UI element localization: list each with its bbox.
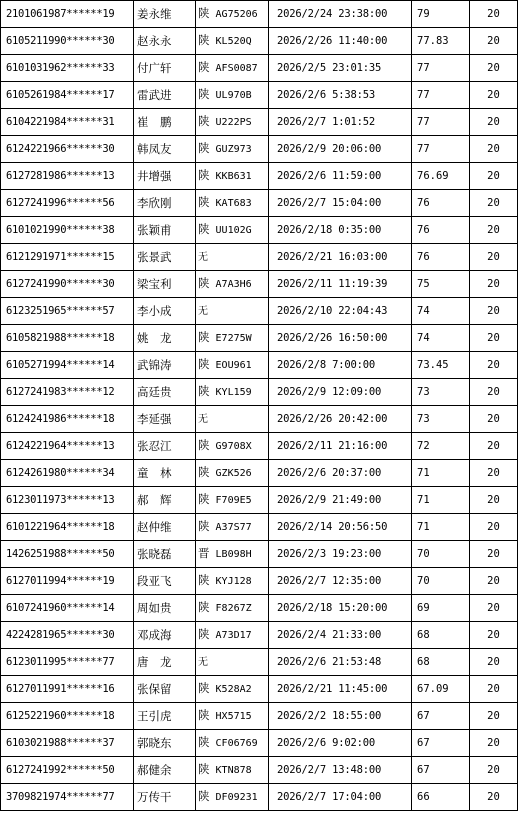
score-cell: 71 bbox=[412, 487, 470, 514]
table-row bbox=[1, 28, 518, 55]
table-row bbox=[1, 757, 518, 784]
id-number-cell: 6124221966******30 bbox=[1, 136, 134, 163]
score-cell: 73 bbox=[412, 379, 470, 406]
points-cell: 20 bbox=[470, 406, 518, 433]
plate-cell bbox=[196, 622, 269, 649]
table-row bbox=[1, 541, 518, 568]
score-cell: 67 bbox=[412, 703, 470, 730]
plate-cell bbox=[196, 190, 269, 217]
points-cell: 20 bbox=[470, 217, 518, 244]
plate-cell bbox=[196, 109, 269, 136]
table-row bbox=[1, 784, 518, 811]
plate-cell bbox=[196, 352, 269, 379]
plate-province: 陕 bbox=[198, 465, 210, 479]
plate-cell bbox=[196, 433, 269, 460]
plate-province: 陕 bbox=[198, 222, 210, 236]
table-row bbox=[1, 298, 518, 325]
plate-number: 无 bbox=[198, 252, 208, 263]
plate-province: 陕 bbox=[198, 60, 210, 74]
time-cell: 2026/2/2 18:55:00 bbox=[269, 703, 412, 730]
points-cell: 20 bbox=[470, 271, 518, 298]
time-cell: 2026/2/3 19:23:00 bbox=[269, 541, 412, 568]
plate-province: 陕 bbox=[198, 357, 210, 371]
time-cell: 2026/2/7 12:35:00 bbox=[269, 568, 412, 595]
plate-province: 陕 bbox=[198, 114, 210, 128]
id-number-cell: 6127011994******19 bbox=[1, 568, 134, 595]
plate-number: KYJ128 bbox=[215, 576, 252, 587]
table-row bbox=[1, 487, 518, 514]
score-cell: 74 bbox=[412, 298, 470, 325]
table-row bbox=[1, 82, 518, 109]
points-cell: 20 bbox=[470, 163, 518, 190]
score-cell: 74 bbox=[412, 325, 470, 352]
time-cell: 2026/2/21 11:45:00 bbox=[269, 676, 412, 703]
plate-cell bbox=[196, 1, 269, 28]
id-number-cell: 6127241990******30 bbox=[1, 271, 134, 298]
score-cell: 71 bbox=[412, 514, 470, 541]
plate-province: 陕 bbox=[198, 627, 210, 641]
score-cell: 77 bbox=[412, 55, 470, 82]
name-cell: 张保留 bbox=[134, 676, 196, 703]
score-cell: 69 bbox=[412, 595, 470, 622]
name-cell: 雷武进 bbox=[134, 82, 196, 109]
points-cell: 20 bbox=[470, 460, 518, 487]
table-row bbox=[1, 730, 518, 757]
name-cell: 崔 鹏 bbox=[134, 109, 196, 136]
name-cell: 郭晓东 bbox=[134, 730, 196, 757]
id-number-cell: 6105211990******30 bbox=[1, 28, 134, 55]
table-row bbox=[1, 325, 518, 352]
plate-cell bbox=[196, 487, 269, 514]
name-cell: 李延强 bbox=[134, 406, 196, 433]
time-cell: 2026/2/6 5:38:53 bbox=[269, 82, 412, 109]
plate-province: 陕 bbox=[198, 492, 210, 506]
plate-number: DF09231 bbox=[215, 792, 258, 803]
score-cell: 66 bbox=[412, 784, 470, 811]
name-cell: 周如贵 bbox=[134, 595, 196, 622]
name-cell: 韩凤友 bbox=[134, 136, 196, 163]
points-cell: 20 bbox=[470, 676, 518, 703]
name-cell: 唐 龙 bbox=[134, 649, 196, 676]
plate-province: 陕 bbox=[198, 438, 210, 452]
id-number-cell: 6123011973******13 bbox=[1, 487, 134, 514]
points-cell: 20 bbox=[470, 136, 518, 163]
plate-province: 陕 bbox=[198, 33, 210, 47]
time-cell: 2026/2/18 0:35:00 bbox=[269, 217, 412, 244]
id-number-cell: 3709821974******77 bbox=[1, 784, 134, 811]
plate-number: AFS0087 bbox=[215, 63, 258, 74]
points-cell: 20 bbox=[470, 622, 518, 649]
id-number-cell: 6105821988******18 bbox=[1, 325, 134, 352]
name-cell: 赵永永 bbox=[134, 28, 196, 55]
time-cell: 2026/2/7 13:48:00 bbox=[269, 757, 412, 784]
points-cell: 20 bbox=[470, 784, 518, 811]
plate-number: F709E5 bbox=[215, 495, 252, 506]
name-cell: 付广轩 bbox=[134, 55, 196, 82]
table-row bbox=[1, 568, 518, 595]
plate-number: AG75206 bbox=[215, 9, 258, 20]
points-cell: 20 bbox=[470, 433, 518, 460]
name-cell: 郝健余 bbox=[134, 757, 196, 784]
time-cell: 2026/2/6 11:59:00 bbox=[269, 163, 412, 190]
plate-cell bbox=[196, 136, 269, 163]
name-cell: 姚 龙 bbox=[134, 325, 196, 352]
time-cell: 2026/2/26 20:42:00 bbox=[269, 406, 412, 433]
id-number-cell: 6123251965******57 bbox=[1, 298, 134, 325]
time-cell: 2026/2/10 22:04:43 bbox=[269, 298, 412, 325]
table-row bbox=[1, 55, 518, 82]
plate-province: 陕 bbox=[198, 573, 210, 587]
points-cell: 20 bbox=[470, 298, 518, 325]
name-cell: 张晓磊 bbox=[134, 541, 196, 568]
plate-cell bbox=[196, 325, 269, 352]
plate-number: HX5715 bbox=[215, 711, 252, 722]
plate-number: KTN878 bbox=[215, 765, 252, 776]
points-cell: 20 bbox=[470, 730, 518, 757]
score-cell: 76 bbox=[412, 217, 470, 244]
id-number-cell: 6127281986******13 bbox=[1, 163, 134, 190]
name-cell: 梁宝利 bbox=[134, 271, 196, 298]
id-number-cell: 1426251988******50 bbox=[1, 541, 134, 568]
name-cell: 李小成 bbox=[134, 298, 196, 325]
plate-number: UU102G bbox=[215, 225, 252, 236]
table-row bbox=[1, 136, 518, 163]
table-row bbox=[1, 109, 518, 136]
name-cell: 张忍江 bbox=[134, 433, 196, 460]
plate-number: E7275W bbox=[215, 333, 252, 344]
plate-cell bbox=[196, 82, 269, 109]
score-cell: 67 bbox=[412, 730, 470, 757]
score-cell: 67 bbox=[412, 757, 470, 784]
name-cell: 万传干 bbox=[134, 784, 196, 811]
score-cell: 77 bbox=[412, 136, 470, 163]
plate-province: 陕 bbox=[198, 87, 210, 101]
score-cell: 68 bbox=[412, 649, 470, 676]
time-cell: 2026/2/24 23:38:00 bbox=[269, 1, 412, 28]
plate-province: 陕 bbox=[198, 6, 210, 20]
plate-number: KYL159 bbox=[215, 387, 252, 398]
id-number-cell: 6127011991******16 bbox=[1, 676, 134, 703]
points-cell: 20 bbox=[470, 379, 518, 406]
plate-province: 陕 bbox=[198, 330, 210, 344]
plate-number: 无 bbox=[198, 306, 208, 317]
points-cell: 20 bbox=[470, 28, 518, 55]
time-cell: 2026/2/4 21:33:00 bbox=[269, 622, 412, 649]
time-cell: 2026/2/8 7:00:00 bbox=[269, 352, 412, 379]
plate-province: 陕 bbox=[198, 195, 210, 209]
plate-number: KKB631 bbox=[215, 171, 252, 182]
id-number-cell: 6103021988******37 bbox=[1, 730, 134, 757]
plate-cell bbox=[196, 757, 269, 784]
table-row bbox=[1, 1, 518, 28]
plate-number: LB098H bbox=[215, 549, 252, 560]
score-cell: 71 bbox=[412, 460, 470, 487]
points-cell: 20 bbox=[470, 82, 518, 109]
plate-province: 陕 bbox=[198, 168, 210, 182]
points-cell: 20 bbox=[470, 487, 518, 514]
time-cell: 2026/2/7 1:01:52 bbox=[269, 109, 412, 136]
name-cell: 邓成海 bbox=[134, 622, 196, 649]
plate-province: 陕 bbox=[198, 276, 210, 290]
name-cell: 童 林 bbox=[134, 460, 196, 487]
plate-province: 陕 bbox=[198, 384, 210, 398]
id-number-cell: 2101061987******19 bbox=[1, 1, 134, 28]
time-cell: 2026/2/7 17:04:00 bbox=[269, 784, 412, 811]
plate-cell bbox=[196, 271, 269, 298]
time-cell: 2026/2/26 11:40:00 bbox=[269, 28, 412, 55]
plate-cell bbox=[196, 28, 269, 55]
id-number-cell: 6124241986******18 bbox=[1, 406, 134, 433]
time-cell: 2026/2/9 20:06:00 bbox=[269, 136, 412, 163]
plate-number: UL970B bbox=[215, 90, 252, 101]
points-cell: 20 bbox=[470, 352, 518, 379]
plate-province: 陕 bbox=[198, 789, 210, 803]
name-cell: 高廷贵 bbox=[134, 379, 196, 406]
points-cell: 20 bbox=[470, 568, 518, 595]
time-cell: 2026/2/9 21:49:00 bbox=[269, 487, 412, 514]
points-cell: 20 bbox=[470, 649, 518, 676]
plate-cell bbox=[196, 217, 269, 244]
score-cell: 76 bbox=[412, 190, 470, 217]
name-cell: 张景武 bbox=[134, 244, 196, 271]
records-table-body bbox=[1, 1, 518, 811]
plate-cell bbox=[196, 244, 269, 271]
plate-cell bbox=[196, 703, 269, 730]
table-row bbox=[1, 190, 518, 217]
time-cell: 2026/2/9 12:09:00 bbox=[269, 379, 412, 406]
points-cell: 20 bbox=[470, 55, 518, 82]
plate-province: 陕 bbox=[198, 708, 210, 722]
name-cell: 姜永维 bbox=[134, 1, 196, 28]
points-cell: 20 bbox=[470, 595, 518, 622]
score-cell: 73 bbox=[412, 406, 470, 433]
name-cell: 赵仲维 bbox=[134, 514, 196, 541]
plate-number: A7A3H6 bbox=[215, 279, 252, 290]
table-row bbox=[1, 460, 518, 487]
id-number-cell: 6121291971******15 bbox=[1, 244, 134, 271]
score-cell: 67.09 bbox=[412, 676, 470, 703]
id-number-cell: 6107241960******14 bbox=[1, 595, 134, 622]
id-number-cell: 6124221964******13 bbox=[1, 433, 134, 460]
plate-number: 无 bbox=[198, 657, 208, 668]
points-cell: 20 bbox=[470, 1, 518, 28]
time-cell: 2026/2/6 21:53:48 bbox=[269, 649, 412, 676]
time-cell: 2026/2/21 16:03:00 bbox=[269, 244, 412, 271]
table-row bbox=[1, 514, 518, 541]
name-cell: 王引虎 bbox=[134, 703, 196, 730]
points-cell: 20 bbox=[470, 541, 518, 568]
plate-cell bbox=[196, 460, 269, 487]
score-cell: 79 bbox=[412, 1, 470, 28]
plate-number: KL520Q bbox=[215, 36, 252, 47]
plate-cell bbox=[196, 730, 269, 757]
id-number-cell: 4224281965******30 bbox=[1, 622, 134, 649]
points-cell: 20 bbox=[470, 109, 518, 136]
score-cell: 75 bbox=[412, 271, 470, 298]
id-number-cell: 6124261980******34 bbox=[1, 460, 134, 487]
points-cell: 20 bbox=[470, 514, 518, 541]
plate-cell bbox=[196, 514, 269, 541]
time-cell: 2026/2/7 15:04:00 bbox=[269, 190, 412, 217]
plate-cell bbox=[196, 55, 269, 82]
points-cell: 20 bbox=[470, 757, 518, 784]
table-row bbox=[1, 271, 518, 298]
plate-province: 陕 bbox=[198, 600, 210, 614]
plate-province: 陕 bbox=[198, 735, 210, 749]
plate-cell bbox=[196, 541, 269, 568]
plate-number: CF06769 bbox=[215, 738, 258, 749]
table-row bbox=[1, 217, 518, 244]
id-number-cell: 6127241983******12 bbox=[1, 379, 134, 406]
plate-cell bbox=[196, 163, 269, 190]
score-cell: 77 bbox=[412, 109, 470, 136]
time-cell: 2026/2/11 11:19:39 bbox=[269, 271, 412, 298]
time-cell: 2026/2/6 9:02:00 bbox=[269, 730, 412, 757]
plate-number: GZK526 bbox=[215, 468, 252, 479]
plate-province: 陕 bbox=[198, 681, 210, 695]
plate-number: KAT683 bbox=[215, 198, 252, 209]
points-cell: 20 bbox=[470, 703, 518, 730]
table-row bbox=[1, 595, 518, 622]
table-row bbox=[1, 676, 518, 703]
score-cell: 76 bbox=[412, 244, 470, 271]
plate-province: 陕 bbox=[198, 762, 210, 776]
table-row bbox=[1, 622, 518, 649]
time-cell: 2026/2/14 20:56:50 bbox=[269, 514, 412, 541]
table-row bbox=[1, 352, 518, 379]
plate-cell bbox=[196, 649, 269, 676]
points-cell: 20 bbox=[470, 244, 518, 271]
plate-number: A73D17 bbox=[215, 630, 252, 641]
score-cell: 70 bbox=[412, 568, 470, 595]
plate-number: G9708X bbox=[215, 441, 252, 452]
name-cell: 武锦涛 bbox=[134, 352, 196, 379]
id-number-cell: 6123011995******77 bbox=[1, 649, 134, 676]
plate-province: 晋 bbox=[198, 546, 210, 560]
plate-number: EOU961 bbox=[215, 360, 252, 371]
plate-cell bbox=[196, 379, 269, 406]
id-number-cell: 6125221960******18 bbox=[1, 703, 134, 730]
id-number-cell: 6101221964******18 bbox=[1, 514, 134, 541]
points-cell: 20 bbox=[470, 325, 518, 352]
score-cell: 73.45 bbox=[412, 352, 470, 379]
plate-cell bbox=[196, 676, 269, 703]
time-cell: 2026/2/6 20:37:00 bbox=[269, 460, 412, 487]
name-cell: 郝 辉 bbox=[134, 487, 196, 514]
plate-number: F8267Z bbox=[215, 603, 252, 614]
table-row bbox=[1, 433, 518, 460]
name-cell: 段亚飞 bbox=[134, 568, 196, 595]
id-number-cell: 6127241992******50 bbox=[1, 757, 134, 784]
table-row bbox=[1, 244, 518, 271]
plate-number: K528A2 bbox=[215, 684, 252, 695]
score-cell: 68 bbox=[412, 622, 470, 649]
plate-number: U222PS bbox=[215, 117, 252, 128]
plate-number: 无 bbox=[198, 414, 208, 425]
time-cell: 2026/2/5 23:01:35 bbox=[269, 55, 412, 82]
time-cell: 2026/2/18 15:20:00 bbox=[269, 595, 412, 622]
points-cell: 20 bbox=[470, 190, 518, 217]
table-row bbox=[1, 379, 518, 406]
plate-number: GUZ973 bbox=[215, 144, 252, 155]
time-cell: 2026/2/11 21:16:00 bbox=[269, 433, 412, 460]
name-cell: 李欣刚 bbox=[134, 190, 196, 217]
plate-province: 陕 bbox=[198, 141, 210, 155]
plate-cell bbox=[196, 298, 269, 325]
plate-cell bbox=[196, 406, 269, 433]
score-cell: 77.83 bbox=[412, 28, 470, 55]
plate-cell bbox=[196, 784, 269, 811]
name-cell: 井增强 bbox=[134, 163, 196, 190]
id-number-cell: 6105261984******17 bbox=[1, 82, 134, 109]
plate-number: A37S77 bbox=[215, 522, 252, 533]
id-number-cell: 6127241996******56 bbox=[1, 190, 134, 217]
score-cell: 70 bbox=[412, 541, 470, 568]
plate-cell bbox=[196, 568, 269, 595]
plate-province: 陕 bbox=[198, 519, 210, 533]
id-number-cell: 6101021990******38 bbox=[1, 217, 134, 244]
id-number-cell: 6104221984******31 bbox=[1, 109, 134, 136]
score-cell: 77 bbox=[412, 82, 470, 109]
id-number-cell: 6101031962******33 bbox=[1, 55, 134, 82]
name-cell: 张颖甫 bbox=[134, 217, 196, 244]
score-cell: 72 bbox=[412, 433, 470, 460]
table-row bbox=[1, 649, 518, 676]
id-number-cell: 6105271994******14 bbox=[1, 352, 134, 379]
table-row bbox=[1, 163, 518, 190]
table-row bbox=[1, 703, 518, 730]
score-cell: 76.69 bbox=[412, 163, 470, 190]
table-row bbox=[1, 406, 518, 433]
plate-cell bbox=[196, 595, 269, 622]
time-cell: 2026/2/26 16:50:00 bbox=[269, 325, 412, 352]
